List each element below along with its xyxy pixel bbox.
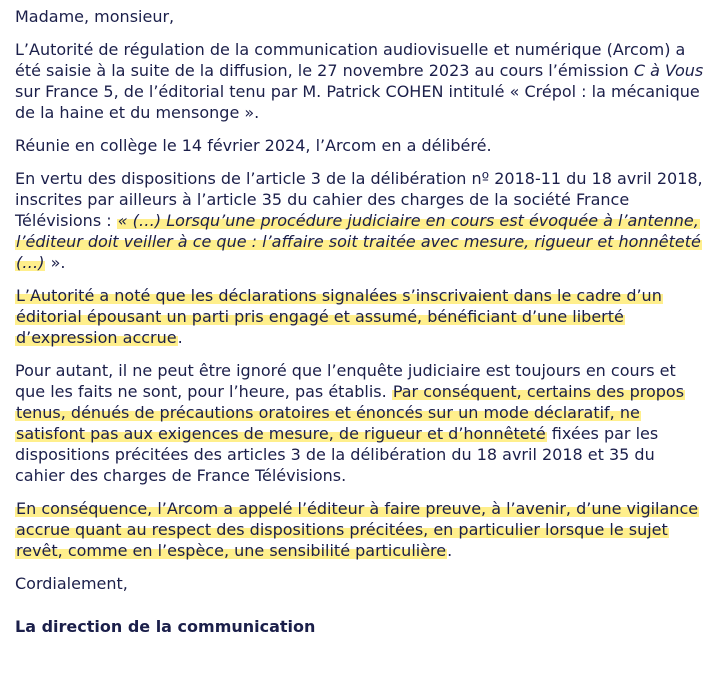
highlighted-editorial: L’Autorité a noté que les déclarations signalées s’inscrivaient dans le cadre d’un éditorial épousant un parti pris engagé et assumé, bénéficiant d’une liberté d’expression accrue — [16, 286, 662, 347]
paragraph-enquete — [15, 360, 705, 486]
closing: Cordialement, — [15, 574, 128, 593]
highlighted-conclusion: En conséquence, l’Arcom a appelé l’éditeur à faire preuve, à l’avenir, d’une vigilance accrue quant au respect des dispositions précitées, en particulier lorsque le sujet revêt, comme en l’espèce, une sensibilité particulière — [16, 499, 699, 560]
paragraph-dispositions-text: En vertu des dispositions de l’article 3 de la délibération nº 2018-11 du 18 avril 2018, inscrites par ailleurs à l’article 35 du cahier des charges de la société France Télévisions : — [15, 169, 703, 230]
paragraph-conclusion — [15, 498, 705, 561]
paragraph-saisine-text-a: L’Autorité de régulation de la communication audiovisuelle et numérique (Arcom) a été saisie à la suite de la diffusion, le 27 novembre 2023 au cours l’émission — [15, 40, 686, 80]
letter-body — [15, 6, 705, 649]
paragraph-saisine — [15, 39, 705, 123]
quote-close: ». — [45, 253, 66, 272]
paragraph-saisine-text-b: sur France 5, de l’éditorial tenu par M. Patrick COHEN intitulé « Crépol : la mécanique de la haine et du mensonge ». — [15, 82, 700, 122]
highlighted-quote: « (…) Lorsqu’une procédure judiciaire en cours est évoquée à l’antenne, l’éditeur doit veiller à ce que : l’affaire soit traitée avec mesure, rigueur et honnêteté (…) — [16, 211, 701, 272]
highlighted-consequence: Par conséquent, certains des propos tenus, dénués de précautions oratoires et énoncés sur un mode déclaratif, ne satisfont pas aux exigences de mesure, de rigueur et d’honnêteté — [16, 382, 685, 443]
salutation: Madame, monsieur, — [15, 7, 175, 26]
signature: La direction de la communication — [15, 617, 316, 636]
show-title: C à Vous — [633, 61, 704, 80]
paragraph-dispositions — [15, 168, 705, 273]
paragraph-enquete-text: Pour autant, il ne peut être ignoré que l’enquête judiciaire est toujours en cours et que les faits ne sont, pour l’heure, pas établis. — [15, 361, 676, 401]
paragraph-enquete-end: fixées par les dispositions précitées des articles 3 de la délibération du 18 avril 2018 et 35 du cahier des charges de France Télévisions. — [15, 424, 659, 485]
paragraph-editorial — [15, 285, 705, 348]
paragraph-conclusion-end: . — [447, 541, 453, 560]
paragraph-deliberation: Réunie en collège le 14 février 2024, l’Arcom en a délibéré. — [15, 136, 492, 155]
paragraph-editorial-end: . — [177, 328, 183, 347]
